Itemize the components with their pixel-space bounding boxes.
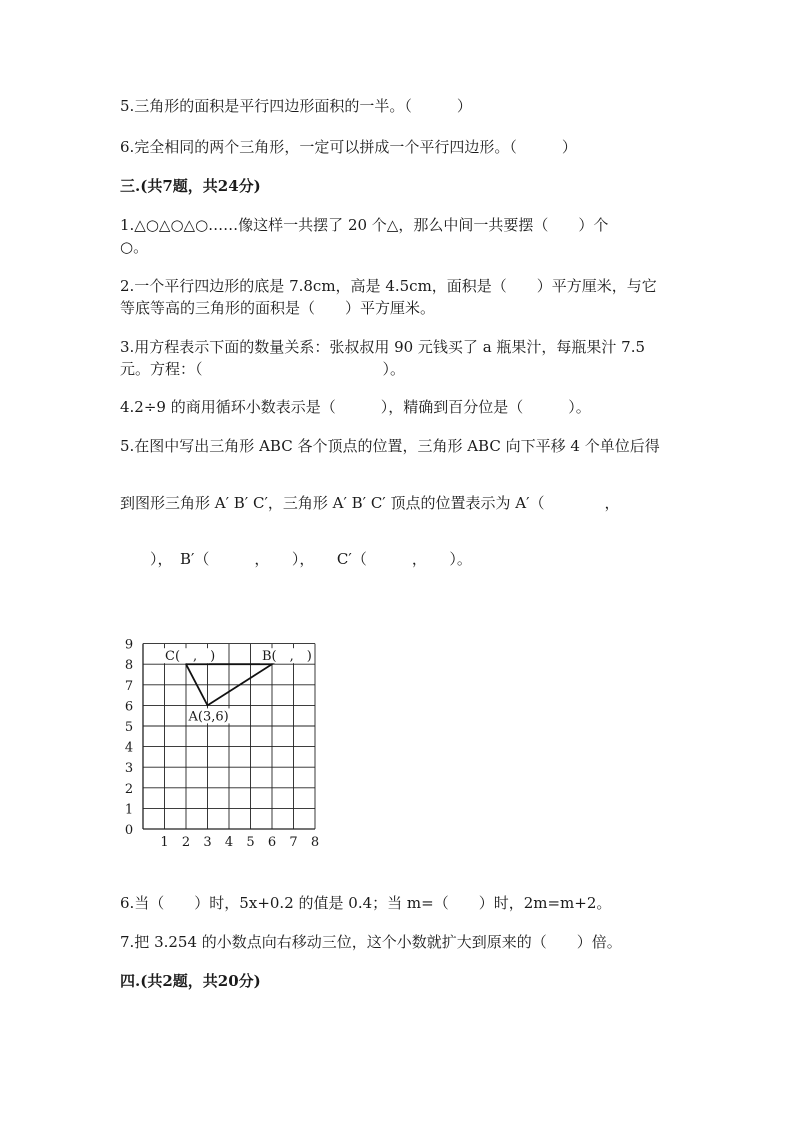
y-tick-label: 0 [124,823,134,838]
vertex-a-label: A(3,6) [188,709,229,725]
y-tick-label: 8 [124,658,134,674]
x-tick-label: 1 [160,835,169,850]
y-tick-label: 7 [124,678,134,694]
x-tick-label: 3 [203,835,212,850]
question-6-two-triangles: 6.完全相同的两个三角形，一定可以拼成一个平行四边形。（ ） [120,138,577,156]
section3-q4: 4.2÷9 的商用循环小数表示是（ ），精确到百分位是（ ）。 [120,398,591,416]
section-3-heading: 三.(共7题，共24分) [120,177,261,195]
y-tick-label: 5 [124,720,134,735]
section3-q3-line1: 3.用方程表示下面的数量关系：张叔叔用 90 元钱买了 a 瓶果汁，每瓶果汁 7.5 [120,338,646,356]
grid-labels [125,638,319,850]
x-tick-label: 4 [224,835,234,850]
section3-q7: 7.把 3.254 的小数点向右移动三位，这个小数就扩大到原来的（ ）倍。 [120,933,622,951]
x-tick-label: 8 [310,835,320,850]
section3-q5-line2: 到图形三角形 A′ B′ C′，三角形 A′ B′ C′ 顶点的位置表示为 A′（ ， [120,494,620,512]
section3-q5-line1: 5.在图中写出三角形 ABC 各个顶点的位置，三角形 ABC 向下平移 4 个单位后得 [120,437,660,455]
x-tick-label: 6 [267,835,277,850]
y-tick-label: 2 [124,781,134,797]
grid-lines [143,644,315,829]
y-tick-label: 3 [124,761,134,777]
vertex-b-label: B( , ) [262,649,312,665]
vertex-c-label: C( , ) [165,649,216,665]
y-tick-label: 9 [124,637,134,653]
section-4-heading: 四.(共2题，共20分) [120,972,261,990]
y-tick-label: 4 [124,740,134,756]
y-tick-label: 1 [124,802,134,818]
x-tick-label: 5 [246,835,255,850]
section3-q5-line3: ）， B′（ ， ）， C′（ ， ）。 [120,550,472,568]
section3-q2-line2: 等底等高的三角形的面积是（ ）平方厘米。 [120,299,436,317]
section3-q2-line1: 2.一个平行四边形的底是 7.8cm，高是 4.5cm，面积是（ ）平方厘米，与它 [120,277,657,295]
section3-q1-line1: 1.△○△○△○……像这样一共摆了 20 个△，那么中间一共要摆（ ）个 [120,216,609,234]
question-5-parallelogram: 5.三角形的面积是平行四边形面积的一半。（ ） [120,97,472,115]
x-tick-label: 2 [181,835,191,850]
section3-q6: 6.当（ ）时，5x+0.2 的值是 0.4；当 m=（ ）时，2m=m+2。 [120,894,612,912]
x-tick-label: 7 [289,835,298,850]
coordinate-grid-figure [115,620,330,860]
y-tick-label: 6 [124,699,134,715]
section3-q1-line2: ○。 [120,238,149,256]
section3-q3-line2: 元。方程：（ ）。 [120,360,406,378]
